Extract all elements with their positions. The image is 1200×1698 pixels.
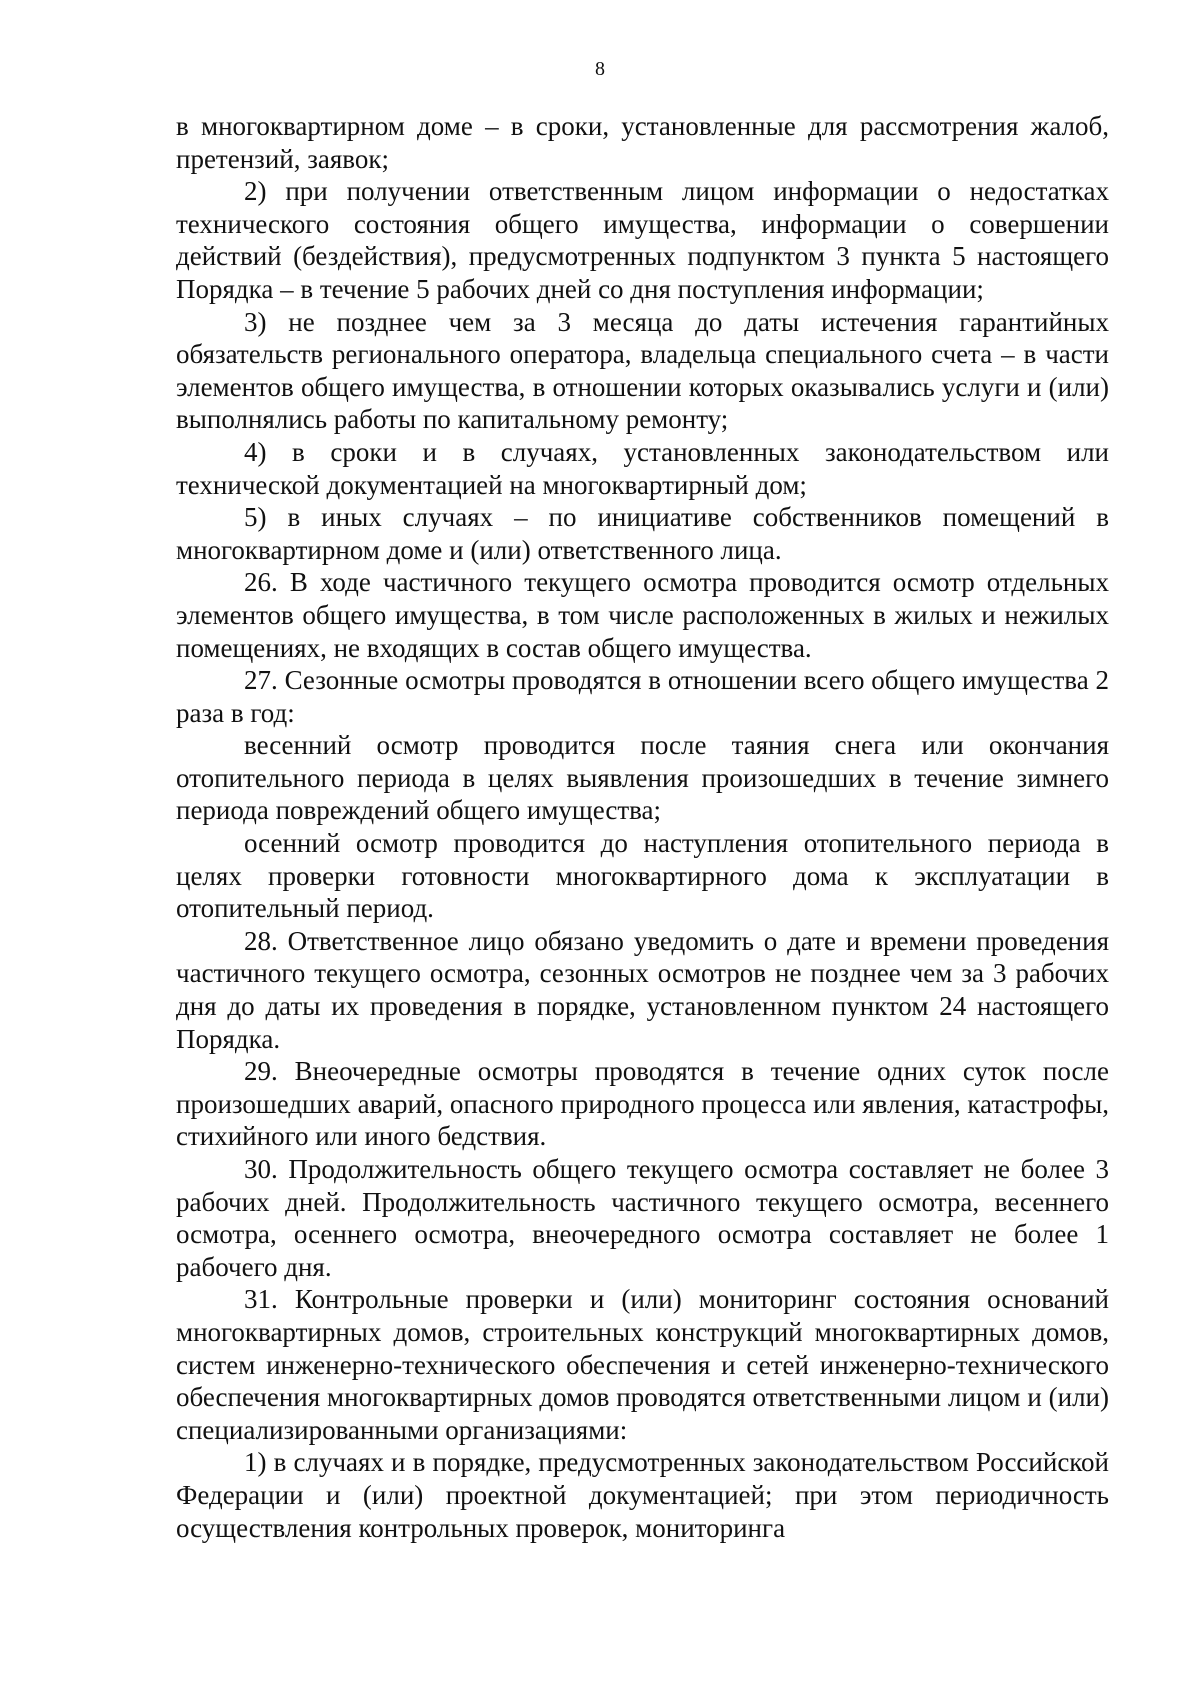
paragraph-28: 28. Ответственное лицо обязано уведомить о дате и времени проведения частичного текущего осмотра, сезонных осмотров не позднее чем за 3 рабочих дня до даты их проведения в порядке, установленном пунктом 24 настоящего Порядка. [176,925,1109,1054]
paragraph-item-5: 5) в иных случаях – по инициативе собственников помещений в многоквартирном доме и (или) ответственного лица. [176,502,1109,565]
paragraph-item-2: 2) при получении ответственным лицом информации о недостатках технического состояния общего имущества, информации о совершении действий (бездействия), предусмотренных подпунктом 3 пункта 5 настоящего Порядка – в течение 5 рабочих дней со дня поступления информации; [176,176,1109,304]
paragraph-26: 26. В ходе частичного текущего осмотра проводится осмотр отдельных элементов общего имущества, в том числе расположенных в жилых и нежилых помещениях, не входящих в состав общего имущества. [176,567,1109,663]
paragraph-27-spring: весенний осмотр проводится после таяния снега или окончания отопительного периода в целях выявления произошедших в течение зимнего периода повреждений общего имущества; [176,730,1109,826]
paragraph-continuation: в многоквартирном доме – в сроки, установленные для рассмотрения жалоб, претензий, заявок; [176,111,1109,174]
paragraph-item-3: 3) не позднее чем за 3 месяца до даты истечения гарантийных обязательств регионального оператора, владельца специального счета – в части элементов общего имущества, в отношении которых оказывались услуги и (или) выполнялись работы по капитальному ремонту; [176,306,1109,435]
page-number: 8 [595,58,605,80]
paragraph-30: 30. Продолжительность общего текущего осмотра составляет не более 3 рабочих дней. Продолжительность частичного текущего осмотра, весеннего осмотра, осеннего осмотра, внеочередного осмотра составляет не более 1 рабочего дня. [176,1154,1109,1282]
paragraph-31: 31. Контрольные проверки и (или) мониторинг состояния оснований многоквартирных домов, строительных конструкций многоквартирных домов, систем инженерно-технического обеспечения и сетей инженерно-технического обеспечения многоквартирных домов проводятся ответственными лицом и (или) специализированными организациями: [176,1284,1109,1445]
document-body [176,110,1109,1544]
paragraph-item-4: 4) в сроки и в случаях, установленных законодательством или технической документацией на многоквартирный дом; [176,436,1109,500]
paragraph-27: 27. Сезонные осмотры проводятся в отношении всего общего имущества 2 раза в год: [176,665,1109,728]
paragraph-29: 29. Внеочередные осмотры проводятся в течение одних суток после произошедших аварий, опасного природного процесса или явления, катастрофы, стихийного или иного бедствия. [176,1056,1109,1152]
paragraph-27-autumn: осенний осмотр проводится до наступления отопительного периода в целях проверки готовности многоквартирного дома к эксплуатации в отопительный период. [176,828,1109,924]
paragraph-31-item-1: 1) в случаях и в порядке, предусмотренных законодательством Российской Федерации и (или) проектной документацией; при этом периодичность осуществления контрольных проверок, мониторинга [176,1447,1109,1543]
